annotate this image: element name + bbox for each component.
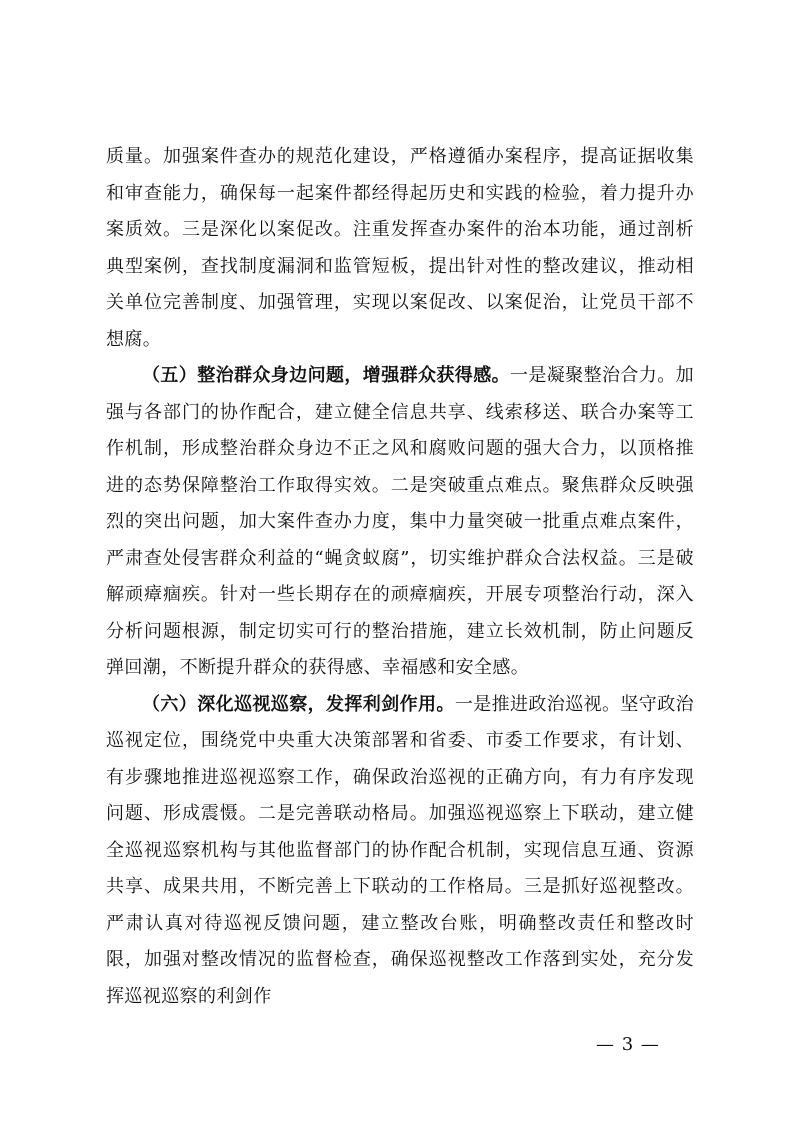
paragraph-continued [106,139,694,358]
paragraph-text: 质量。加强案件查办的规范化建设，严格遵循办案程序，提高证据收集和审查能力，确保每一起案件都经得起历史和实践的检验，着力提升办案质效。三是深化以案促改。注重发挥查办案件的治本功能，通过剖析典型案例，查找制度漏洞和监管短板，提出针对性的整改建议，推动相关单位完善制度、加强管理，实现以案促改、以案促治，让党员干部不想腐。 [106,146,694,350]
paragraph-section-5 [106,358,694,687]
paragraph-section-6 [106,687,694,1016]
page-number: — 3 — [596,1034,660,1055]
section-heading: （五）整治群众身边问题，增强群众获得感。 [142,365,510,386]
section-heading: （六）深化巡视巡察，发挥利剑作用。 [142,693,455,715]
paragraph-text: 一是推进政治巡视。坚守政治巡视定位，围绕党中央重大决策部署和省委、市委工作要求，有计划、有步骤地推进巡视巡察工作，确保政治巡视的正确方向，有力有序发现问题、形成震慑。二是完善联动格局。加强巡视巡察上下联动，建立健全巡视巡察机构与其他监督部门的协作配合机制，实现信息互通、资源共享、成果共用，不断完善上下联动的工作格局。三是抓好巡视整改。严肃认真对待巡视反馈问题，建立整改台账，明确整改责任和整改时限，加强对整改情况的监督检查，确保巡视整改工作落到实处，充分发挥巡视巡察的利剑作 [106,693,695,1007]
body-text [106,139,694,1015]
paragraph-text: 一是凝聚整治合力。加强与各部门的协作配合，建立健全信息共享、线索移送、联合办案等工作机制，形成整治群众身边不正之风和腐败问题的强大合力，以顶格推进的态势保障整治工作取得实效。二是突破重点难点。聚焦群众反映强烈的突出问题，加大案件查办力度，集中力量突破一批重点难点案件，严肃查处侵害群众利益的“蝇贪蚁腐”，切实维护群众合法权益。三是破解顽瘴痼疾。针对一些长期存在的顽瘴痼疾，开展专项整治行动，深入分析问题根源，制定切实可行的整治措施，建立长效机制，防止问题反弹回潮，不断提升群众的获得感、幸福感和安全感。 [106,365,694,678]
